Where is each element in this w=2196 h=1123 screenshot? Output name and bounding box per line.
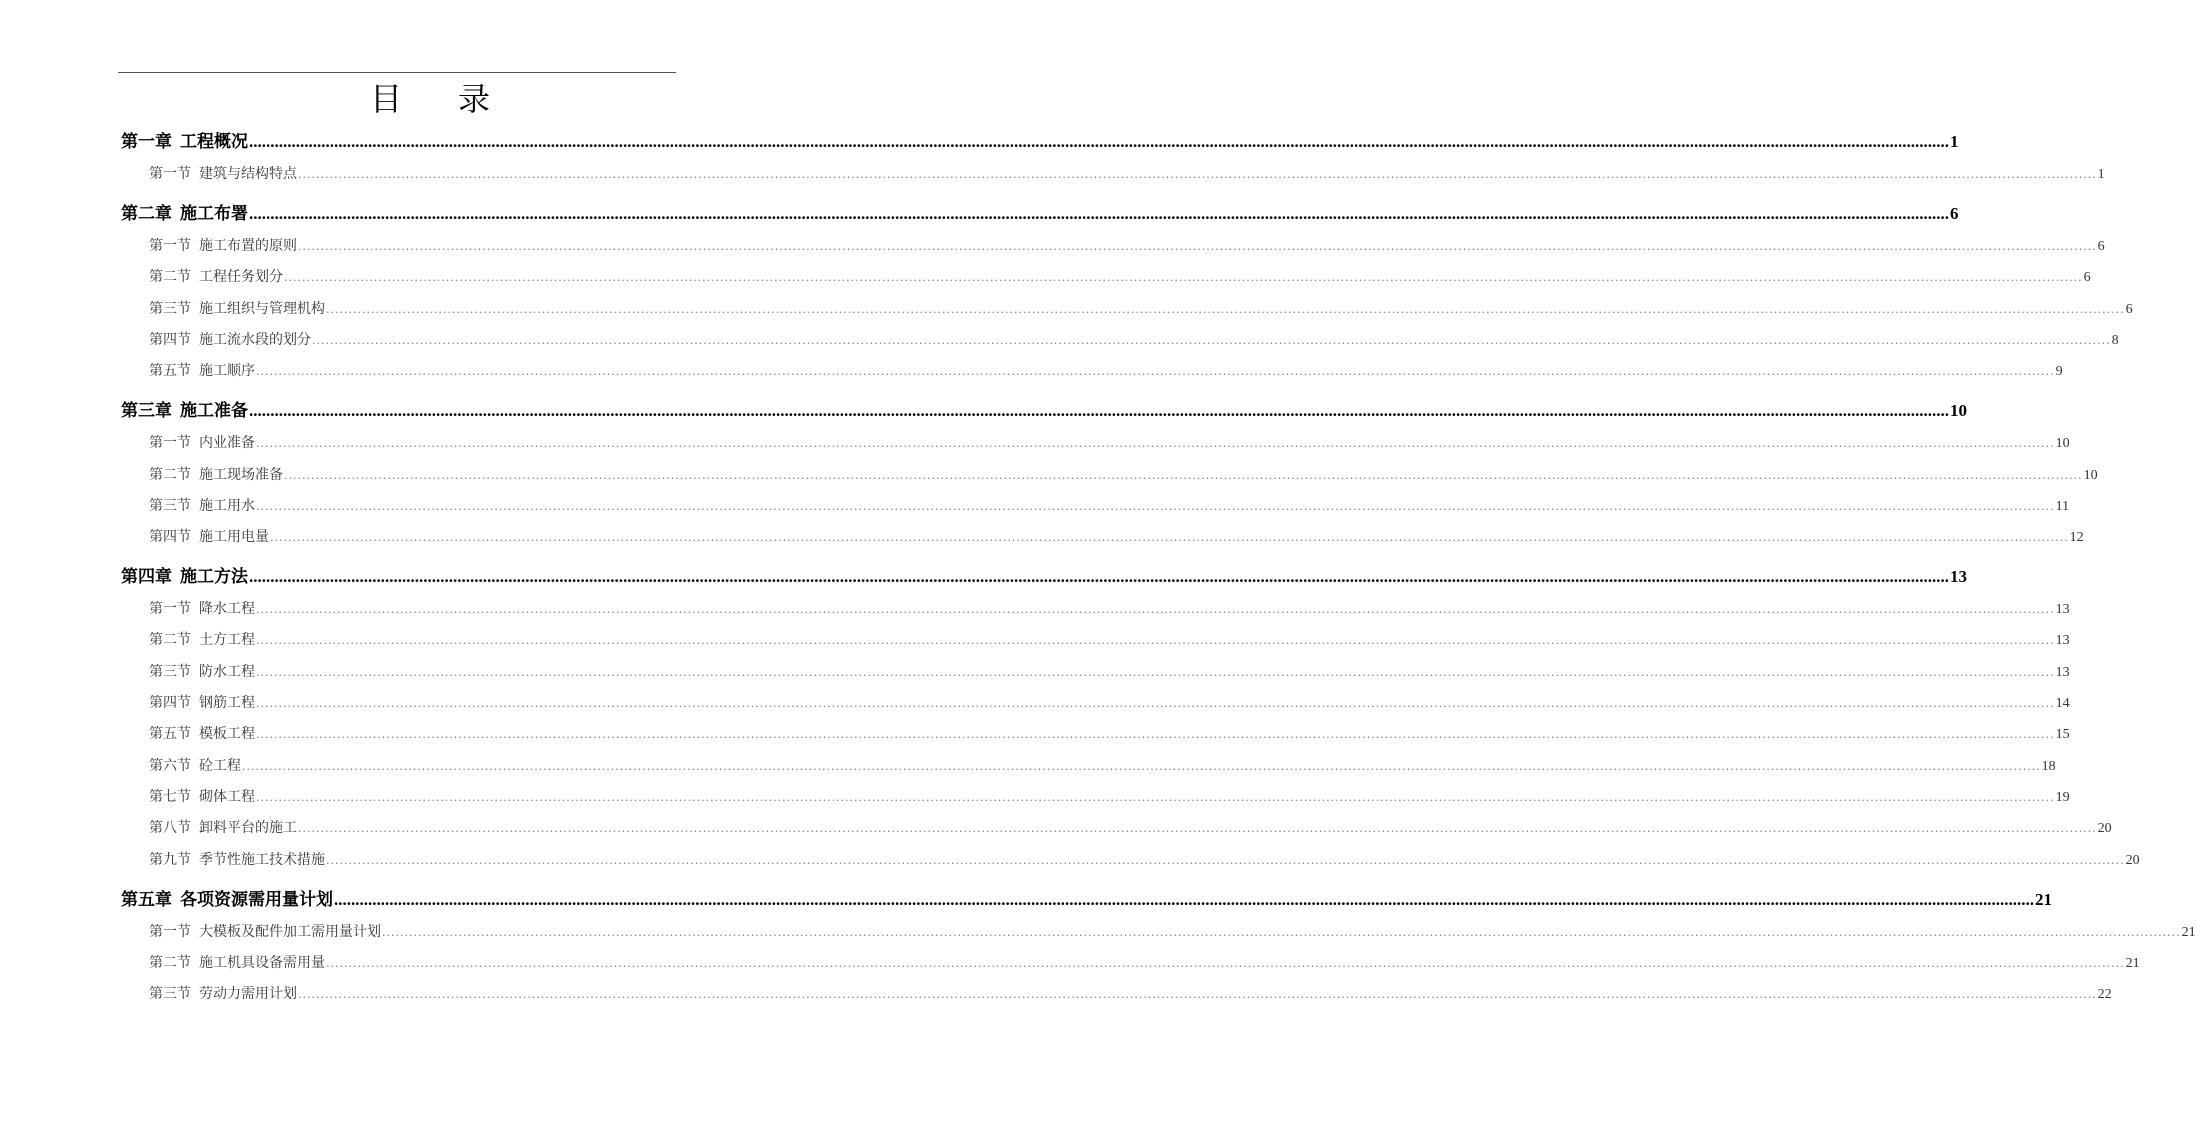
dot-leader: ................................................................................................................................................................................................................................................................................................................................................................................................................ xyxy=(256,728,2055,742)
toc-entry-title: 砌体工程 xyxy=(199,788,255,805)
toc-entry-title: 土方工程 xyxy=(199,632,255,649)
toc-entry-page: 1 xyxy=(2097,167,2105,182)
toc-entry-label xyxy=(149,692,255,712)
toc-entry-page: 20 xyxy=(2097,821,2112,837)
toc-entry-number: 第三章 xyxy=(121,401,172,422)
title-char: 录 xyxy=(458,80,491,118)
toc-entry-page: 11 xyxy=(2055,498,2070,514)
toc-chapter-entry[interactable] xyxy=(121,199,1959,224)
toc-entry-title: 施工现场准备 xyxy=(199,466,283,483)
toc-entry-label xyxy=(149,661,255,681)
dot-leader: ................................................................................................................................................................................................................................................................................................................................................................................................................ xyxy=(298,168,2097,181)
dot-leader: ................................................................................................................................................................................................................................................................................................................................................................................................................ xyxy=(298,988,2097,1002)
toc-entry-title: 内业准备 xyxy=(199,435,255,452)
toc-entry-title: 工程概况 xyxy=(180,132,248,152)
dot-leader: ................................................................................................................................................................................................................................................................................................................................................................................................................ xyxy=(256,365,2055,379)
toc-section-entry[interactable] xyxy=(149,983,2112,1003)
toc-entry-page: 6 xyxy=(1950,204,1959,223)
toc-entry-page: 22 xyxy=(2097,987,2112,1003)
toc-entry-label xyxy=(149,360,255,380)
toc-entry-label xyxy=(149,755,241,775)
dot-leader: ................................................................................................................................................................................................................................................................................................................................................................................................................ xyxy=(249,401,1949,421)
toc-entry-page: 18 xyxy=(2041,758,2056,774)
toc-entry-page: 13 xyxy=(2055,633,2070,649)
toc-entry-label xyxy=(121,562,248,587)
toc-entry-number: 第四章 xyxy=(121,567,172,588)
toc-entry-title: 大模板及配件加工需用量计划 xyxy=(199,923,381,940)
toc-entry-label xyxy=(121,199,248,224)
toc-entry-number: 第七节 xyxy=(149,788,191,805)
toc-entry-title: 钢筋工程 xyxy=(199,695,255,711)
dot-leader: ................................................................................................................................................................................................................................................................................................................................................................................................................ xyxy=(270,531,2069,545)
toc-section-entry[interactable] xyxy=(149,298,2133,317)
toc-entry-page: 13 xyxy=(2055,664,2070,680)
toc-entry-title: 施工布署 xyxy=(180,204,248,224)
toc-entry-label xyxy=(149,464,283,484)
toc-section-entry[interactable] xyxy=(149,432,2070,452)
toc-entry-title: 施工用水 xyxy=(199,497,255,514)
dot-leader: ................................................................................................................................................................................................................................................................................................................................................................................................................ xyxy=(249,132,1949,151)
toc-entry-page: 6 xyxy=(2083,270,2091,286)
toc-section-entry[interactable] xyxy=(149,266,2091,286)
toc-entry-title: 施工流水段的划分 xyxy=(199,331,311,348)
toc-entry-label xyxy=(121,127,248,152)
title-char: 目 xyxy=(369,80,402,118)
toc-entry-title: 季节性施工技术措施 xyxy=(199,851,325,868)
toc-entry-number: 第一节 xyxy=(149,166,191,182)
toc-entry-label xyxy=(149,526,269,546)
toc-entry-label xyxy=(149,432,255,452)
dot-leader: ................................................................................................................................................................................................................................................................................................................................................................................................................ xyxy=(242,759,2041,773)
toc-entry-number: 第二节 xyxy=(149,632,191,649)
dot-leader: ................................................................................................................................................................................................................................................................................................................................................................................................................ xyxy=(256,634,2055,648)
toc-entry-page: 21 xyxy=(2181,924,2196,940)
toc-entry-number: 第五章 xyxy=(121,889,172,910)
toc-entry-number: 第二节 xyxy=(149,269,191,286)
toc-entry-page: 6 xyxy=(2125,301,2133,317)
toc-section-entry[interactable] xyxy=(149,921,2196,940)
toc-entry-number: 第一节 xyxy=(149,238,191,254)
toc-section-entry[interactable] xyxy=(149,629,2070,649)
dot-leader: ................................................................................................................................................................................................................................................................................................................................................................................................................ xyxy=(298,240,2097,253)
dot-leader: ................................................................................................................................................................................................................................................................................................................................................................................................................ xyxy=(284,271,2083,285)
toc-entry-label xyxy=(149,298,325,318)
toc-entry-title: 施工方法 xyxy=(180,567,248,588)
toc-entry-title: 防水工程 xyxy=(199,663,255,680)
toc-entry-page: 21 xyxy=(2035,889,2052,909)
toc-section-entry[interactable] xyxy=(149,786,2070,805)
toc-entry-title: 卸料平台的施工 xyxy=(199,820,297,837)
toc-entry-label xyxy=(121,396,248,421)
toc-entry-label xyxy=(149,786,255,806)
toc-section-entry[interactable] xyxy=(149,495,2070,514)
toc-entry-number: 第二章 xyxy=(121,204,172,224)
toc-entry-title: 建筑与结构特点 xyxy=(199,166,297,182)
dot-leader: ................................................................................................................................................................................................................................................................................................................................................................................................................ xyxy=(256,790,2055,804)
dot-leader: ................................................................................................................................................................................................................................................................................................................................................................................................................ xyxy=(312,333,2111,347)
toc-entry-label xyxy=(149,952,325,972)
toc-entry-label xyxy=(149,983,297,1003)
toc-entry-number: 第六节 xyxy=(149,757,191,774)
toc-entry-title: 施工准备 xyxy=(180,401,248,422)
toc-entry-page: 10 xyxy=(1950,401,1967,421)
toc-entry-title: 降水工程 xyxy=(199,601,255,618)
dot-leader: ................................................................................................................................................................................................................................................................................................................................................................................................................ xyxy=(256,665,2055,679)
toc-entry-number: 第八节 xyxy=(149,820,191,837)
toc-entry-label xyxy=(149,495,255,515)
toc-entry-page: 12 xyxy=(2069,530,2084,546)
dot-leader: ................................................................................................................................................................................................................................................................................................................................................................................................................ xyxy=(382,925,2181,939)
toc-entry-number: 第四节 xyxy=(149,331,191,348)
toc-section-entry[interactable] xyxy=(149,692,2070,711)
toc-entry-label xyxy=(149,723,255,743)
toc-entry-title: 各项资源需用量计划 xyxy=(180,889,333,910)
toc-entry-label xyxy=(149,598,255,618)
toc-section-entry[interactable] xyxy=(149,661,2070,680)
dot-leader: ................................................................................................................................................................................................................................................................................................................................................................................................................ xyxy=(256,603,2055,617)
toc-entry-number: 第一节 xyxy=(149,435,191,452)
toc-entry-number: 第一节 xyxy=(149,601,191,618)
toc-entry-label xyxy=(149,629,255,649)
toc-section-entry[interactable] xyxy=(149,849,2140,868)
dot-leader: ................................................................................................................................................................................................................................................................................................................................................................................................................ xyxy=(326,853,2125,867)
toc-entry-page: 6 xyxy=(2097,239,2105,254)
toc-entry-page: 20 xyxy=(2125,852,2140,868)
toc-entry-page: 10 xyxy=(2083,467,2098,483)
toc-entry-number: 第三节 xyxy=(149,986,191,1003)
toc-entry-number: 第四节 xyxy=(149,695,191,711)
toc-entry-title: 砼工程 xyxy=(199,757,241,774)
dot-leader: ................................................................................................................................................................................................................................................................................................................................................................................................................ xyxy=(326,956,2125,970)
toc-entry-number: 第三节 xyxy=(149,300,191,317)
toc-entry-page: 13 xyxy=(1950,567,1967,587)
toc-entry-title: 施工机具设备需用量 xyxy=(199,954,325,971)
dot-leader: ................................................................................................................................................................................................................................................................................................................................................................................................................ xyxy=(256,437,2055,451)
toc-chapter-entry[interactable] xyxy=(121,396,1967,422)
toc-chapter-entry[interactable] xyxy=(121,127,1959,152)
dot-leader: ................................................................................................................................................................................................................................................................................................................................................................................................................ xyxy=(256,697,2055,710)
dot-leader: ................................................................................................................................................................................................................................................................................................................................................................................................................ xyxy=(326,302,2125,316)
toc-entry-page: 13 xyxy=(2055,602,2070,618)
toc-entry-page: 10 xyxy=(2055,436,2070,452)
toc-entry-page: 9 xyxy=(2055,364,2063,380)
toc-entry-title: 施工布置的原则 xyxy=(199,238,297,254)
toc-chapter-entry[interactable] xyxy=(121,562,1967,588)
toc-section-entry[interactable] xyxy=(149,526,2084,546)
toc-entry-label xyxy=(149,817,297,837)
toc-section-entry[interactable] xyxy=(149,163,2105,182)
dot-leader: ................................................................................................................................................................................................................................................................................................................................................................................................................ xyxy=(249,204,1949,223)
toc-entry-title: 工程任务划分 xyxy=(199,269,283,286)
toc-entry-number: 第四节 xyxy=(149,529,191,546)
toc-entry-label xyxy=(149,329,311,349)
toc-entry-label xyxy=(149,849,325,869)
dot-leader: ................................................................................................................................................................................................................................................................................................................................................................................................................ xyxy=(256,499,2055,513)
toc-chapter-entry[interactable] xyxy=(121,885,2052,910)
toc-entry-title: 施工组织与管理机构 xyxy=(199,300,325,317)
toc-entry-page: 14 xyxy=(2055,696,2070,711)
toc-section-entry[interactable] xyxy=(149,464,2098,483)
toc-entry-label xyxy=(149,235,297,255)
page-title xyxy=(0,74,860,120)
toc-entry-label xyxy=(149,163,297,183)
toc-section-entry[interactable] xyxy=(149,952,2140,971)
toc-entry-page: 19 xyxy=(2055,789,2070,805)
toc-entry-page: 15 xyxy=(2055,727,2070,743)
toc-section-entry[interactable] xyxy=(149,235,2105,254)
toc-section-entry[interactable] xyxy=(149,755,2056,774)
toc-entry-page: 8 xyxy=(2111,332,2119,348)
toc-entry-title: 模板工程 xyxy=(199,726,255,743)
toc-entry-number: 第一章 xyxy=(121,132,172,152)
dot-leader: ................................................................................................................................................................................................................................................................................................................................................................................................................ xyxy=(334,889,2034,909)
toc-entry-title: 施工用电量 xyxy=(199,529,269,546)
dot-leader: ................................................................................................................................................................................................................................................................................................................................................................................................................ xyxy=(284,468,2083,482)
toc-entry-number: 第三节 xyxy=(149,497,191,514)
toc-entry-number: 第二节 xyxy=(149,954,191,971)
toc-entry-number: 第一节 xyxy=(149,923,191,940)
toc-section-entry[interactable] xyxy=(149,817,2112,837)
toc-entry-number: 第五节 xyxy=(149,726,191,743)
toc-section-entry[interactable] xyxy=(149,723,2070,743)
toc-entry-page: 21 xyxy=(2125,955,2140,971)
toc-entry-number: 第三节 xyxy=(149,663,191,680)
toc-entry-title: 施工顺序 xyxy=(199,363,255,380)
toc-entry-label xyxy=(149,266,283,286)
toc-section-entry[interactable] xyxy=(149,360,2063,380)
toc-entry-page: 1 xyxy=(1950,132,1959,151)
toc-entry-label xyxy=(149,921,381,941)
toc-entry-number: 第九节 xyxy=(149,851,191,868)
toc-section-entry[interactable] xyxy=(149,329,2119,348)
dot-leader: ................................................................................................................................................................................................................................................................................................................................................................................................................ xyxy=(249,567,1949,587)
dot-leader: ................................................................................................................................................................................................................................................................................................................................................................................................................ xyxy=(298,822,2097,836)
header-rule xyxy=(118,72,676,73)
toc-entry-label xyxy=(121,885,333,910)
toc-section-entry[interactable] xyxy=(149,598,2070,618)
toc-entry-number: 第二节 xyxy=(149,466,191,483)
toc-entry-title: 劳动力需用计划 xyxy=(199,986,297,1003)
toc-entry-number: 第五节 xyxy=(149,363,191,380)
